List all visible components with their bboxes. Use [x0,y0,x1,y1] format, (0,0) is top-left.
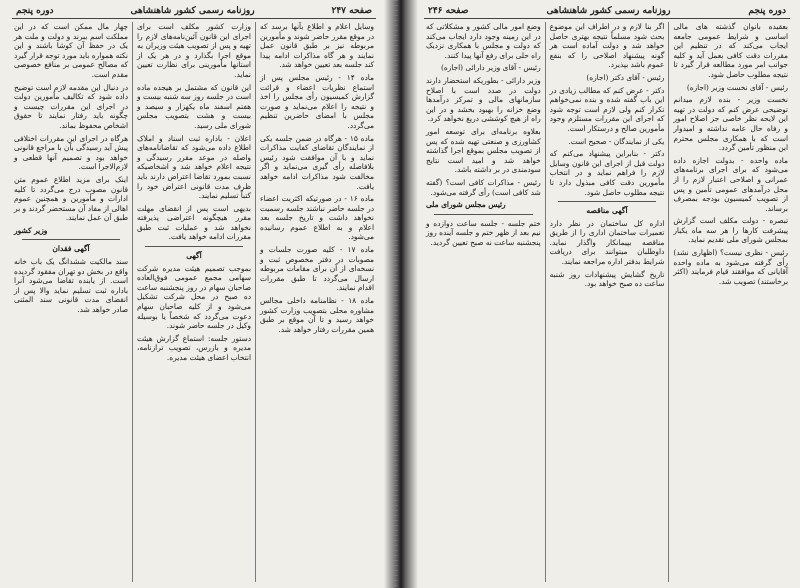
paragraph: اینک برای مزید اطلاع عموم متن قانون مصوب درج می‌گردد تا کلیه ادارات و مأمورین و همچنین عموم اهالی از مفاد آن مستحضر گردند و بر طبق آن عمل نمایند. [14,174,128,223]
right-header-issue: دوره پنجم [748,6,786,16]
paragraph: بدیهی است پس از انقضای مهلت مقرر هیچگونه اعتراضی پذیرفته نخواهد شد و عملیات ثبت طبق مقررات ادامه خواهد یافت. [137,203,251,242]
book-gutter-shadow [384,0,418,588]
paragraph: رئیس - آقای وزیر دارائی (اجازه) [440,63,541,73]
paragraph: رئیس - مذاکرات کافی است؟ (گفته شد کافی است) رأی گرفته می‌شود. [425,177,541,197]
paragraph: رئیس - آقای نخست وزیر (اجازه) [686,82,788,92]
text-column [669,22,792,582]
right-header-title: روزنامه رسمی کشور شاهنشاهی [546,6,671,16]
text-column [256,22,378,582]
paragraph: بعقیده بانوان گذشته های مالی اساسی و شرایط عمومی جامعه ایجاب می‌کند که در تنظیم این مقررات دقت کافی بعمل آید و کلیه جوانب امر مورد مطالعه قرار گیرد تا نتیجه مطلوب حاصل شود. [673,22,788,79]
text-column [10,22,133,582]
paragraph: ماده ۱۶ - در صورتیکه اکثریت اعضاء در جلسه حاضر نباشند جلسه رسمیت نخواهد داشت و تاریخ جلسه بعد اعلام و به اطلاع عموم رسانیده می‌شود. [260,194,374,242]
paragraph: ماده ۱۵ - هرگاه در ضمن جلسه یکی از نمایندگان تقاضای کفایت مذاکرات نماید و با آن موافقت شود رئیس بلافاصله رأی گیری می‌نماید و اگر مخالفت شود مذاکرات ادامه خواهد یافت. [260,133,374,191]
paragraph: وزیر دارائی - بطوریکه استحضار دارند دولت در صدد است با اصلاح سازمانهای مالی و تمرکز درآمدها وضع خزانه را بهبود بخشد و در این راه از هیچ کوششی دریغ نخواهد کرد. [425,75,541,124]
column-divider-rule [434,214,533,215]
paragraph: یکی از نمایندگان - صحیح است. [568,136,665,146]
text-column [546,22,670,582]
paragraph: اگر بنا لازم و در اطراف این موضوع بحث شود مسلماً نتیجه بهتری حاصل خواهد شد و دولت آماده است هر گونه پیشنهاد اصلاحی را که بنفع عموم باشد بپذیرد. [549,22,665,70]
left-page [0,0,398,588]
section-heading: آگهی [186,251,202,261]
paragraph: نخست وزیر - بنده لازم میدانم توضیحی عرض کنم که دولت در تهیه این لایحه نظر خاصی جز اصلاح امور و رفاه حال عامه نداشته و امیدوار است که با همکاری مجلس محترم این منظور تأمین گردد. [673,95,788,153]
paragraph: ماده ۱۷ - کلیه صورت جلسات و مصوبات در دفتر مخصوص ثبت و نسخه‌ای از آن برای مقامات مربوطه ارسال می‌گردد تا طبق مقررات اقدام نمایند. [260,245,374,293]
signature-line: رئیس مجلس شورای ملی [425,200,506,210]
left-page-columns [10,22,378,582]
paragraph: رئیس - آقای دکتر (اجازه) [586,72,665,82]
paragraph: ماده ۱۴ - رئیس مجلس پس از استماع نظریات اعضاء و قرائت گزارش کمیسیون رأی مجلس را اخذ و نتیجه را اعلام می‌نماید و صورت مجلس با امضای حاضرین تنظیم می‌گردد. [260,72,374,130]
section-heading: آگهی فقدان [52,244,90,254]
paragraph: چهار مال ممکن است که در این مملکت اسم ببرند و دولت و ملت هر یک در حفظ آن کوشا باشند و این نکته همواره باید مورد توجه قرار گیرد که مصالح عمومی بر منافع خصوصی مقدم است. [14,22,128,79]
section-heading: آگهی مناقصه [586,206,628,216]
paragraph: وضع امور مالی کشور و مشکلاتی که در این زمینه وجود دارد ایجاب می‌کند که دولت و مجلس با همکاری نزدیک راه حلی برای رفع آنها پیدا کنند. [425,22,541,60]
signature-line: وزیر کشور [14,225,48,235]
left-header-issue: دوره پنجم [16,6,54,16]
right-page-header [424,4,790,19]
paragraph: تاریخ گشایش پیشنهادات روز شنبه ساعت ده صبح خواهد بود. [549,269,665,289]
paragraph: این قانون که مشتمل بر هیجده ماده است در جلسه روز سه شنبه بیست و هفتم اسفند ماه یکهزار و سیصد و بیست و هشت بتصویب مجلس شورای ملی رسید. [137,82,251,130]
text-column [133,22,256,582]
right-page [402,0,800,588]
paragraph: تبصره - دولت مکلف است گزارش پیشرفت کارها را هر سه ماه یکبار بمجلس شورای ملی تقدیم نماید. [673,216,788,245]
column-divider-rule [22,239,120,240]
left-header-page-number: صفحه ۲۴۷ [331,6,372,16]
paragraph: وسایل اعلام و اطلاع بآنها برسد که در موقع مقرر حاضر شوند و مأمورین مربوطه نیز بر طبق قانون عمل نمایند و هر گاه مذاکرات ادامه پیدا کند جلسه بعد تعیین خواهد شد. [260,22,374,70]
column-divider-rule [558,201,657,202]
left-page-header [12,4,376,19]
paragraph: اعلان - باداره ثبت اسناد و املاک اطلاع داده می‌شود که تقاضانامه‌های واصله در موعد مقرر رسیدگی و نتیجه اعلام خواهد شد و اشخاصیکه نسبت بمورد تقاضا اعتراض دارند باید ظرف مدت قانونی اعتراض خود را کتباً تسلیم نمایند. [137,133,251,201]
column-divider-rule [145,246,243,247]
paragraph: دکتر - بنابراین پیشنهاد می‌کنم که دولت قبل از اجرای این قانون وسایل لازم را فراهم نماید و در انتخاب مأمورین دقت کافی مبذول دارد تا نتیجه مطلوب حاصل شود. [549,149,665,197]
text-column [422,22,546,582]
paragraph: ماده واحده - بدولت اجازه داده می‌شود که برای اجرای برنامه‌های عمرانی و اصلاحی اعتبار لازم را از محل درآمدهای عمومی تأمین و پس از تصویب کمیسیون بودجه بمصرف برساند. [673,155,788,213]
paragraph: رئیس - نظری نیست؟ (اظهاری نشد) رأی گرفته می‌شود به ماده واحده آقایانی که موافقند قیام فرمایند (اکثر برخاستند) تصویب شد. [673,248,788,286]
paragraph: دستور جلسه: استماع گزارش هیئت مدیره و بازرس، تصویب ترازنامه، انتخاب اعضای هیئت مدیره. [137,333,251,362]
right-page-columns [422,22,792,582]
paragraph: دکتر - عرض کنم که مطالب زیادی در این باب گفته شده و بنده نمی‌خواهم تکرار کنم ولی لازم است توجه شود که اجرای این مقررات مستلزم وجود مأمورین صالح و درستکار است. [549,85,665,133]
paragraph: ختم جلسه - جلسه ساعت دوازده و نیم بعد از ظهر ختم و جلسه آینده روز پنجشنبه ساعت نه صبح تعیین گردید. [425,218,541,247]
paragraph: هرگاه در اجرای این مقررات اختلافی پیش آید رسیدگی بآن با مراجع قانونی خواهد بود و تصمیم آنها قطعی و لازم‌الاجرا است. [14,133,128,172]
right-header-page-number: صفحه ۲۴۶ [428,6,469,16]
paragraph: بموجب تصمیم هیئت مدیره شرکت سهامی مجمع عمومی فوق‌العاده صاحبان سهام در روز پنجشنبه ساعت ده صبح در محل شرکت تشکیل می‌شود و از کلیه صاحبان سهام دعوت می‌گردد که شخصاً یا بوسیله وکیل در جلسه حاضر شوند. [137,263,251,331]
paragraph: وزارت کشور مکلف است برای اجرای این قانون آئین‌نامه‌های لازم را تهیه و پس از تصویب هیئت وزیران به موقع اجرا بگذارد و در هر یک از استانها مأمورینی برای نظارت تعیین نماید. [137,22,251,79]
left-header-title: روزنامه رسمی کشور شاهنشاهی [130,6,255,16]
paragraph: در دنبال این مقدمه لازم است توضیح داده شود که تکالیف مأمورین دولت در اجرای این مقررات چیست و چگونه باید رفتار نمایند تا حقوق اشخاص محفوظ بماند. [14,82,128,130]
scan-speckle [392,0,398,588]
paragraph: سند مالکیت ششدانگ یک باب خانه واقع در بخش دو تهران مفقود گردیده است. از یابنده تقاضا می‌شود آنرا باداره ثبت تسلیم نماید والا پس از انقضای مدت قانونی سند المثنی صادر خواهد شد. [14,257,128,315]
paragraph: بعلاوه برنامه‌ای برای توسعه امور کشاورزی و صنعتی تهیه شده که پس از تصویب مجلس بموقع اجرا گذاشته خواهد شد و امید است نتایج سودمندی در بر داشته باشد. [425,126,541,175]
paragraph: ماده ۱۸ - نظامنامه داخلی مجالس مشاوره محلی بتصویب وزارت کشور خواهد رسید و تا آن موقع بر طبق همین مقررات رفتار خواهد شد. [260,296,374,334]
paragraph: اداره کل ساختمان در نظر دارد تعمیرات ساختمان اداری را از طریق مناقصه بپیمانکار واگذار نماید. داوطلبان میتوانند برای دریافت شرایط بدفتر اداره مراجعه نمایند. [549,218,665,267]
